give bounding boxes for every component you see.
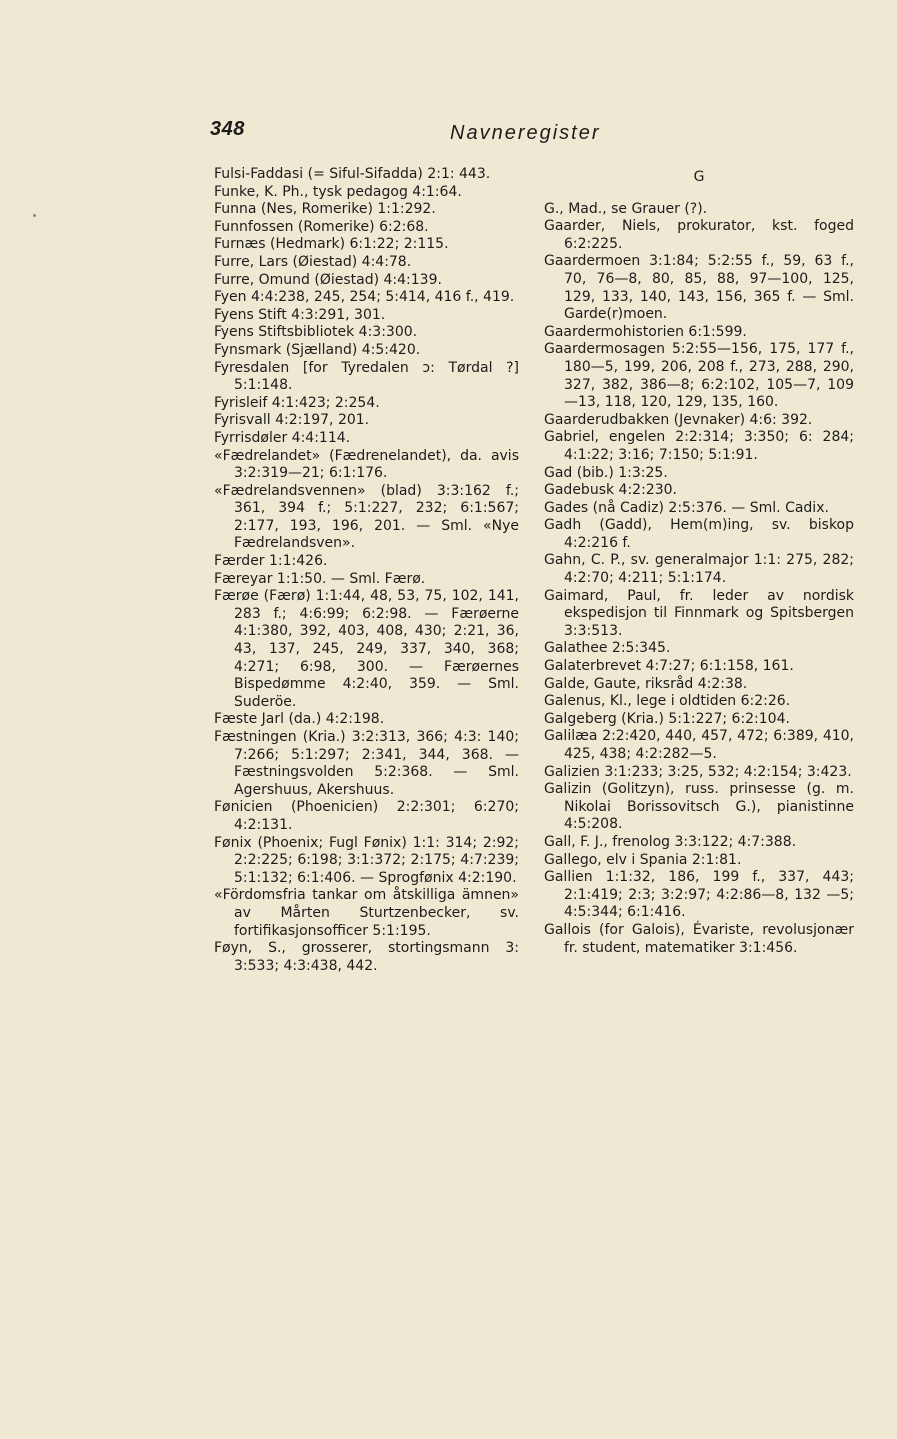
index-entry: «Fædrelandsvennen» (blad) 3:3:162 f.; 361, 394 f.; 5:1:227, 232; 6:1:567; 2:177, 193, 196, 201. — Sml. «Nye Fædrelandsven». xyxy=(214,482,519,552)
index-entry: Gaardermohistorien 6:1:599. xyxy=(544,323,747,340)
index-entry: Gaardermoen 3:1:84; 5:2:55 f., 59, 63 f., 70, 76—8, 80, 85, 88, 97—100, 125, 129, 133, 140, 143, 156, 365 f. — Sml. Garde(r)moen. xyxy=(544,253,854,323)
index-entry: Galde, Gaute, riksråd 4:2:38. xyxy=(544,675,748,692)
index-entry: «Fördomsfria tankar om åtskilliga ämnen» av Mårten Sturtzenbecker, sv. fortifikasjonsofficer 5:1:195. xyxy=(214,887,519,939)
index-entry: Færeyar 1:1:50. — Sml. Færø. xyxy=(214,570,426,587)
index-entry: Fulsi-Faddasi (= Siful-Sifadda) 2:1: 443. xyxy=(214,166,491,182)
index-entry: Fynsmark (Sjælland) 4:5:420. xyxy=(214,341,421,358)
index-entry: Funna (Nes, Romerike) 1:1:292. xyxy=(214,201,436,218)
index-entry: Gadebusk 4:2:230. xyxy=(544,482,677,499)
index-entry: Furre, Omund (Øiestad) 4:4:139. xyxy=(214,271,442,288)
index-entry: Galizin (Golitzyn), russ. prinsesse (g. m. Nikolai Borissovitsch G.), pianistinne 4:5:208. xyxy=(544,781,854,833)
index-entry: Galathee 2:5:345. xyxy=(544,640,671,657)
page-header xyxy=(210,118,850,150)
index-entry: Fæste Jarl (da.) 4:2:198. xyxy=(214,711,385,728)
index-entry: «Fædrelandet» (Fædrenelandet), da. avis 3:2:319—21; 6:1:176. xyxy=(214,447,519,482)
index-column-right xyxy=(544,166,854,957)
index-entry: Føyn, S., grosserer, stortingsmann 3: 3:533; 4:3:438, 442. xyxy=(214,940,519,974)
index-entry: Gall, F. J., frenolog 3:3:122; 4:7:388. xyxy=(544,833,797,850)
index-entry: Furnæs (Hedmark) 6:1:22; 2:115. xyxy=(214,236,449,253)
index-entry: Fønicien (Phoenicien) 2:2:301; 6:270; 4:2:131. xyxy=(214,799,519,833)
index-entry: Fyrisvall 4:2:197, 201. xyxy=(214,412,370,429)
index-entry: Gallien 1:1:32, 186, 199 f., 337, 443; 2:1:419; 2:3; 3:2:97; 4:2:86—8, 132 —5; 4:5:344; 6:1:416. xyxy=(544,869,854,921)
index-entry: Gaarder, Niels, prokurator, kst. foged 6:2:225. xyxy=(544,218,854,252)
index-entry: Gallego, elv i Spania 2:1:81. xyxy=(544,851,742,868)
index-entry: Færøe (Færø) 1:1:44, 48, 53, 75, 102, 141, 283 f.; 4:6:99; 6:2:98. — Færøerne 4:1:380, 392, 403, 408, 430; 2:21, 36, 43, 137, 245, 249, 337, 340, 368; 4:271; 6:98, 300. — Færøernes Bispedømme 4:2:40, 359. — Sml. Suderöe. xyxy=(214,588,519,710)
index-entry: Galgeberg (Kria.) 5:1:227; 6:2:104. xyxy=(544,710,790,727)
index-entry: Gaardermosagen 5:2:55—156, 175, 177 f., 180—5, 199, 206, 208 f., 273, 288, 290, 327, 382, 386—8; 6:2:102, 105—7, 109—13, 118, 120, 129, 135, 160. xyxy=(544,341,854,411)
index-entry: Fyens Stift 4:3:291, 301. xyxy=(214,306,386,323)
index-entry: Fyresdalen [for Tyredalen ɔ: Tørdal ?] 5:1:148. xyxy=(214,359,519,394)
index-entry: Fyrrisdøler 4:4:114. xyxy=(214,429,351,446)
index-entry: Gad (bib.) 1:3:25. xyxy=(544,464,668,481)
index-entry: Færder 1:1:426. xyxy=(214,553,328,570)
index-entry: Funke, K. Ph., tysk pedagog 4:1:64. xyxy=(214,183,462,200)
index-entry: Gaimard, Paul, fr. leder av nordisk ekspedisjon til Finnmark og Spitsbergen 3:3:513. xyxy=(544,587,854,639)
paper-speck xyxy=(33,214,36,217)
index-entry: Galenus, Kl., lege i oldtiden 6:2:26. xyxy=(544,693,791,710)
index-entry: Gahn, C. P., sv. generalmajor 1:1: 275, 282; 4:2:70; 4:211; 5:1:174. xyxy=(544,552,854,587)
index-entry: G., Mad., se Grauer (?). xyxy=(544,200,708,217)
index-column-left xyxy=(214,166,519,975)
index-entry: Funnfossen (Romerike) 6:2:68. xyxy=(214,218,429,235)
index-entry: Fyens Stiftsbibliotek 4:3:300. xyxy=(214,324,418,341)
index-entry: Gaarderudbakken (Jevnaker) 4:6: 392. xyxy=(544,411,813,428)
index-entry: Gades (nå Cadiz) 2:5:376. — Sml. Cadix. xyxy=(544,499,829,516)
section-letter-heading: G xyxy=(693,169,705,185)
running-title: Navneregister xyxy=(450,122,601,144)
index-entry: Fønix (Phoenix; Fugl Fønix) 1:1: 314; 2:92; 2:2:225; 6:198; 3:1:372; 2:175; 4:7:239; 5:1:132; 6:1:406. — Sprogfønix 4:2:190. xyxy=(214,834,519,886)
index-entry: Galilæa 2:2:420, 440, 457, 472; 6:389, 410, 425, 438; 4:2:282—5. xyxy=(544,728,854,762)
index-entry: Galaterbrevet 4:7:27; 6:1:158, 161. xyxy=(544,658,794,675)
index-entry: Furre, Lars (Øiestad) 4:4:78. xyxy=(214,253,412,270)
index-entry: Fyen 4:4:238, 245, 254; 5:414, 416 f., 419. xyxy=(214,289,515,306)
index-entry: Fyrisleif 4:1:423; 2:254. xyxy=(214,394,380,411)
index-entry: Fæstningen (Kria.) 3:2:313, 366; 4:3: 140; 7:266; 5:1:297; 2:341, 344, 368. — Fæstningsvolden 5:2:368. — Sml. Agershuus, Akershuus. xyxy=(214,729,519,798)
index-entry: Gadh (Gadd), Hem(m)ing, sv. biskop 4:2:216 f. xyxy=(544,517,854,551)
index-entry: Galizien 3:1:233; 3:25, 532; 4:2:154; 3:423. xyxy=(544,763,852,780)
page-number: 348 xyxy=(210,118,245,140)
index-entry: Gabriel, engelen 2:2:314; 3:350; 6: 284; 4:1:22; 3:16; 7:150; 5:1:91. xyxy=(544,429,854,463)
index-entry: Gallois (for Galois), Évariste, revolusjonær fr. student, matematiker 3:1:456. xyxy=(544,921,854,956)
